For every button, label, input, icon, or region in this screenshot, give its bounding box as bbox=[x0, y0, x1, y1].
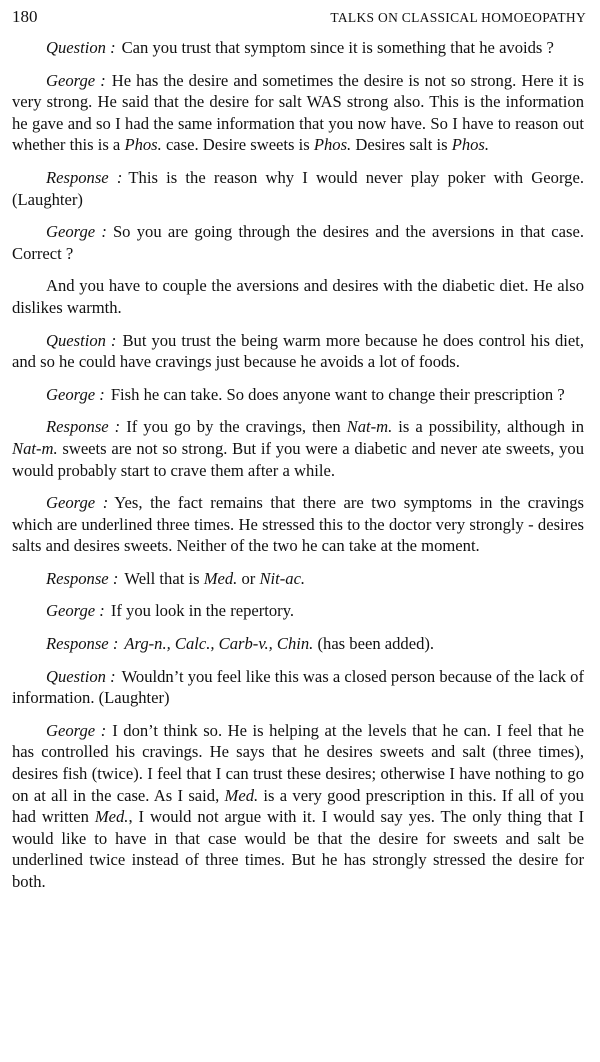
dialogue-paragraph bbox=[12, 633, 584, 655]
paragraph-text: This is the reason why I would never play poker with George. (Laughter) bbox=[12, 167, 584, 209]
paragraph-text: Wouldn’t you feel like this was a closed person because of the lack of information. (Laughter) bbox=[12, 666, 584, 708]
dialogue-paragraph bbox=[12, 167, 584, 210]
paragraph-text: And you have to couple the aversions and desires with the diabetic diet. He also dislikes warmth. bbox=[12, 276, 584, 317]
paragraph-text: But you trust the being warm more because he does control his diet, and so he could have cravings just because he avoids a lot of foods. bbox=[12, 330, 585, 372]
dialogue-paragraph bbox=[12, 568, 584, 590]
page-header bbox=[12, 7, 586, 27]
page-number: 180 bbox=[12, 7, 38, 26]
speaker-label: Response : bbox=[46, 634, 119, 654]
speaker-label: Question : bbox=[46, 330, 117, 350]
speaker-label: George : bbox=[46, 601, 105, 621]
paragraph-text: Fish he can take. So does anyone want to change their prescription ? bbox=[110, 384, 565, 404]
paragraph-text: Can you trust that symptom since it is something that he avoids ? bbox=[121, 38, 554, 57]
dialogue-paragraph bbox=[12, 492, 584, 557]
paragraph-text: I don’t think so. He is helping at the levels that he can. I feel that he has controlled his cravings. He says that he desires sweets and salt (three times), desires fish (twice). I feel that I can trust these desires; otherwise I have nothing to go on at all in the case. As I said, Med. is a very good prescription in this. If all of you had written Med., I would not argue with it. I would say yes. The only thing that I would like to have in that case would be that the desire for sweets and salt be underlined twice instead of three times. But he has strongly stressed the desire for both. bbox=[12, 720, 584, 891]
speaker-label: Question : bbox=[46, 38, 116, 57]
dialogue-paragraph bbox=[12, 416, 584, 481]
paragraph-text: Arg-n., Calc., Carb-v., Chin. (has been added). bbox=[124, 634, 435, 654]
dialogue-paragraph bbox=[12, 666, 584, 709]
paragraph-text: If you look in the repertory. bbox=[110, 601, 295, 621]
dialogue-paragraph bbox=[12, 275, 584, 318]
speaker-label: George : bbox=[46, 70, 106, 90]
speaker-label: Response : bbox=[46, 167, 123, 187]
paragraph-text: He has the desire and sometimes the desire is not so strong. Here it is very strong. He said that the desire for salt WAS strong also. This is the information he gave and so I had the same information that you now have. So I have to reason out whether this is a Phos. case. Desire sweets is Phos. Desires salt is Phos. bbox=[12, 70, 584, 155]
dialogue-paragraph bbox=[12, 720, 584, 893]
dialogue-paragraph bbox=[12, 330, 584, 373]
speaker-label: Response : bbox=[46, 568, 119, 588]
paragraph-text: So you are going through the desires and the aversions in that case. Correct ? bbox=[12, 222, 584, 263]
speaker-label: Response : bbox=[46, 417, 121, 437]
dialogue-paragraph bbox=[12, 600, 584, 622]
dialogue-paragraph bbox=[12, 70, 584, 156]
page-body bbox=[12, 37, 584, 904]
paragraph-text: Well that is Med. or Nit-ac. bbox=[124, 568, 306, 588]
paragraph-text: If you go by the cravings, then Nat-m. is a possibility, although in Nat-m. sweets are not so strong. But if you were a diabetic and never ate sweets, you would probably start to crave them after a while. bbox=[12, 417, 584, 480]
running-head: TALKS ON CLASSICAL HOMOEOPATHY bbox=[330, 10, 586, 25]
dialogue-paragraph bbox=[12, 384, 584, 406]
speaker-label: George : bbox=[46, 222, 107, 242]
speaker-label: George : bbox=[46, 493, 109, 513]
speaker-label: Question : bbox=[46, 666, 116, 686]
dialogue-paragraph bbox=[12, 37, 584, 59]
dialogue-paragraph bbox=[12, 221, 584, 264]
speaker-label: George : bbox=[46, 720, 107, 740]
speaker-label: George : bbox=[46, 384, 105, 404]
paragraph-text: Yes, the fact remains that there are two symptoms in the cravings which are underlined three times. He stressed this to the doctor very strongly - desires salts and desires sweets. Neither of the two he can take at the moment. bbox=[12, 493, 584, 556]
